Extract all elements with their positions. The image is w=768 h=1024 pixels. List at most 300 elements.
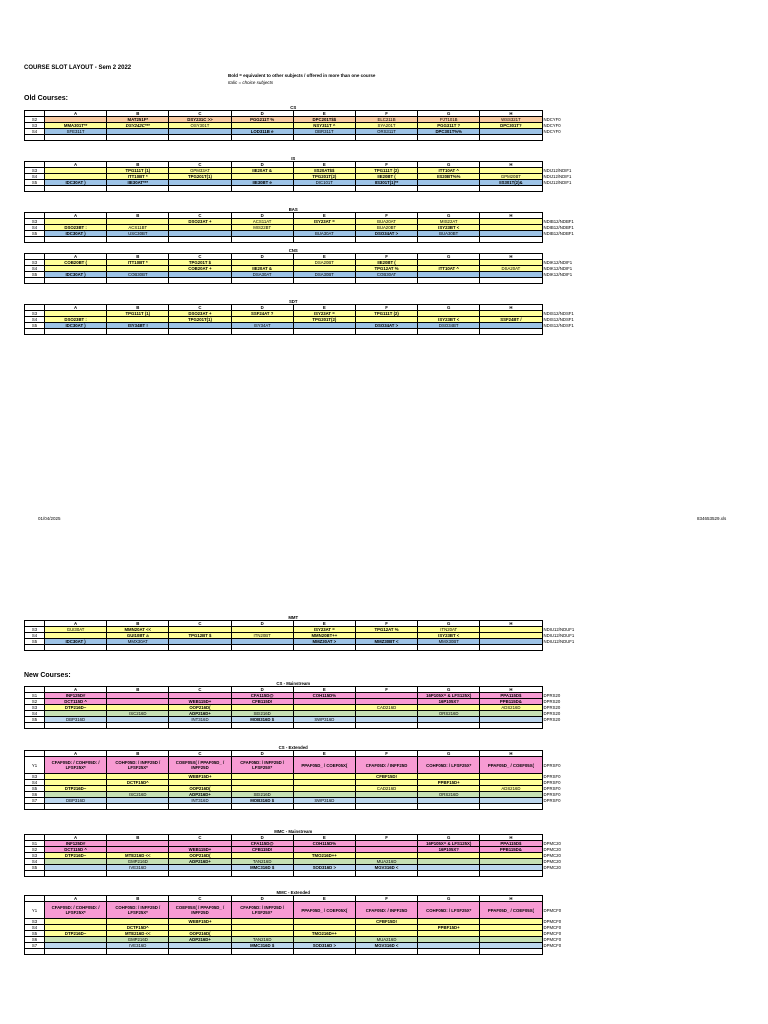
- slot-cell: IVE316D: [107, 865, 169, 871]
- slot-cell: PGG211T %: [231, 117, 293, 123]
- empty-cell: [293, 949, 355, 955]
- empty-cell: [169, 135, 231, 141]
- table-empty-row: [25, 949, 581, 955]
- row-label: S3: [25, 123, 45, 129]
- slot-cell: DSA20BT: [293, 260, 355, 266]
- slot-cell: ADP216D+: [169, 792, 231, 798]
- slot-cell: DTP216D~: [45, 786, 107, 792]
- slot-cell: WEB115D+: [169, 847, 231, 853]
- slot-cell: ISY23BT <: [418, 317, 480, 323]
- empty-cell: [25, 871, 45, 877]
- slot-cell: MGV316D <: [355, 865, 417, 871]
- program-code: NDIB12/NDBF1: [542, 231, 580, 237]
- empty-cell: [107, 949, 169, 955]
- slot-cell: CAD216D: [355, 786, 417, 792]
- column-header-d: D: [231, 896, 293, 902]
- slot-cell: ADP216D+: [169, 937, 231, 943]
- empty-cell: [542, 871, 580, 877]
- row-label: S3: [25, 219, 45, 225]
- table-empty-row: [25, 723, 581, 729]
- empty-cell: [542, 237, 580, 243]
- slot-cell: TPG111T (2): [355, 168, 417, 174]
- slot-cell: INF125D#: [45, 693, 107, 699]
- program-code: DPMCF0: [542, 931, 580, 937]
- slot-cell: INT316D: [169, 798, 231, 804]
- slot-cell: DPC201T$$: [293, 117, 355, 123]
- empty-cell: [169, 645, 231, 651]
- slot-cell: ACS11AT: [231, 219, 293, 225]
- empty-cell: [480, 723, 542, 729]
- slot-cell: IIE20BT (: [355, 174, 417, 180]
- new-courses-heading: New Courses:: [24, 672, 71, 679]
- slot-cell: DIC101T: [293, 180, 355, 186]
- slot-cell: ITT10AT ^: [418, 266, 480, 272]
- slot-cell: MMC316D $: [231, 943, 293, 949]
- column-header-e: E: [293, 305, 355, 311]
- column-header-c: C: [169, 254, 231, 260]
- slot-cell: COH115D%: [293, 841, 355, 847]
- row-label: S2: [25, 117, 45, 123]
- slot-cell: SSF24BT /: [480, 317, 542, 323]
- empty-cell: [293, 804, 355, 810]
- empty-cell: [107, 723, 169, 729]
- empty-cell: [231, 278, 293, 284]
- empty-cell: [169, 329, 231, 335]
- column-header-h: H: [480, 162, 542, 168]
- program-code: DPMCF0: [542, 919, 580, 925]
- footer-filename: 834653529.xls: [697, 516, 727, 521]
- slot-table-cns-old: [24, 248, 581, 284]
- column-header-g: G: [418, 621, 480, 627]
- column-header-e: E: [293, 751, 355, 757]
- empty-cell: [355, 871, 417, 877]
- slot-cell: WEB115D+: [169, 699, 231, 705]
- column-header-a: A: [45, 254, 107, 260]
- column-header-b: B: [107, 162, 169, 168]
- empty-cell: [542, 949, 580, 955]
- slot-cell: ISY34BT !: [107, 323, 169, 329]
- empty-cell: [231, 135, 293, 141]
- row-label: S5: [25, 786, 45, 792]
- empty-cell: [45, 135, 107, 141]
- column-header-g: G: [418, 213, 480, 219]
- row-label: S4: [25, 925, 45, 931]
- empty-cell: [45, 329, 107, 335]
- column-header-f: F: [355, 896, 417, 902]
- table-title: SDT: [45, 299, 543, 305]
- slot-cell: COEF05X( / PPAF05D_ / INFF25D: [169, 757, 231, 774]
- empty-cell: [45, 723, 107, 729]
- slot-cell: TPG111T (1): [107, 168, 169, 174]
- slot-cell: IIS301T(1)**: [355, 180, 417, 186]
- column-header-c: C: [169, 896, 231, 902]
- empty-cell: [45, 949, 107, 955]
- program-code: NDCYF0: [542, 123, 580, 129]
- row-label: S2: [25, 847, 45, 853]
- row-label: S3: [25, 774, 45, 780]
- row-label: S5: [25, 323, 45, 329]
- slot-cell: IIS20BT%%: [418, 174, 480, 180]
- column-header-d: D: [231, 213, 293, 219]
- slot-cell: GPM33AT: [169, 168, 231, 174]
- empty-cell: [418, 237, 480, 243]
- slot-cell: ISY23AT =: [293, 627, 355, 633]
- slot-cell: IDC30AT ): [45, 272, 107, 278]
- table-title: CNS: [45, 248, 543, 254]
- row-label: S3: [25, 919, 45, 925]
- slot-cell: 16P105X^ & LFS125X): [418, 841, 480, 847]
- slot-cell: TMO216D++: [293, 853, 355, 859]
- empty-cell: [355, 237, 417, 243]
- table-empty-row: [25, 186, 581, 192]
- slot-cell: COB20AT +: [169, 266, 231, 272]
- old-courses-heading: Old Courses:: [24, 95, 68, 102]
- row-label: S4: [25, 780, 45, 786]
- slot-cell: CFAF05D: / INFF25D: [355, 757, 417, 774]
- slot-cell: MMX30BT: [418, 639, 480, 645]
- column-header-e: E: [293, 213, 355, 219]
- table-empty-row: [25, 645, 581, 651]
- slot-cell: MMN20BT++: [293, 633, 355, 639]
- slot-cell: ISC216D: [107, 792, 169, 798]
- column-header-g: G: [418, 254, 480, 260]
- slot-cell: MOB316D $: [231, 798, 293, 804]
- empty-cell: [542, 804, 580, 810]
- empty-cell: [480, 135, 542, 141]
- column-header-g: G: [418, 162, 480, 168]
- slot-cell: TAN216D: [231, 937, 293, 943]
- slot-cell: SOD316D >: [293, 943, 355, 949]
- slot-cell: MMX30AT: [107, 639, 169, 645]
- empty-cell: [107, 278, 169, 284]
- column-header-h: H: [480, 213, 542, 219]
- column-header-h: H: [480, 835, 542, 841]
- empty-cell: [231, 723, 293, 729]
- column-header-a: A: [45, 305, 107, 311]
- column-header-b: B: [107, 687, 169, 693]
- empty-cell: [231, 237, 293, 243]
- slot-cell: MUA216D: [355, 937, 417, 943]
- slot-cell: MTE216D <<: [107, 853, 169, 859]
- slot-cell: PPB115D&: [480, 847, 542, 853]
- table-title: IS: [45, 156, 543, 162]
- column-header-b: B: [107, 751, 169, 757]
- program-code: DPMC20: [542, 847, 580, 853]
- program-code: NDCYF0: [542, 117, 580, 123]
- slot-cell: ITT10BT *: [107, 260, 169, 266]
- table-row: [25, 902, 581, 919]
- slot-cell: GUI10BT a: [107, 633, 169, 639]
- column-header-g: G: [418, 111, 480, 117]
- column-header-e: E: [293, 111, 355, 117]
- column-header-c: C: [169, 305, 231, 311]
- empty-cell: [480, 278, 542, 284]
- slot-cell: ITT10BT *: [107, 174, 169, 180]
- column-header-a: A: [45, 213, 107, 219]
- row-label: S3: [25, 627, 45, 633]
- empty-cell: [355, 278, 417, 284]
- empty-cell: [480, 237, 542, 243]
- slot-cell: IDC30AT ): [45, 323, 107, 329]
- row-label: Y1: [25, 902, 45, 919]
- slot-cell: CFBF15D!: [355, 919, 417, 925]
- slot-cell: IIE20AT &: [231, 266, 293, 272]
- empty-cell: [293, 186, 355, 192]
- slot-cell: DSO23BT :: [45, 317, 107, 323]
- empty-cell: [25, 237, 45, 243]
- row-label: S5: [25, 231, 45, 237]
- row-label: S5: [25, 865, 45, 871]
- column-header-b: B: [107, 213, 169, 219]
- slot-cell: CFAF05D: / COHF05D: / LFSF25X*: [45, 757, 107, 774]
- slot-cell: DBP316D: [45, 717, 107, 723]
- slot-cell: TMO216D++: [293, 931, 355, 937]
- row-label: S5: [25, 180, 45, 186]
- slot-cell: ORS216D: [418, 711, 480, 717]
- row-label: S3: [25, 311, 45, 317]
- slot-cell: LOD311B e: [231, 129, 293, 135]
- column-header-h: H: [480, 751, 542, 757]
- column-header-a: A: [45, 835, 107, 841]
- slot-cell: COHF05D: / LFSF25X*: [418, 902, 480, 919]
- slot-cell: OOP216D(: [169, 786, 231, 792]
- row-label: S5: [25, 717, 45, 723]
- row-label: S4: [25, 633, 45, 639]
- column-header-d: D: [231, 835, 293, 841]
- document-title: COURSE SLOT LAYOUT - Sem 2 2022: [24, 65, 132, 71]
- table-empty-row: [25, 135, 581, 141]
- empty-cell: [480, 949, 542, 955]
- program-code: DPRS20: [542, 717, 580, 723]
- column-header-f: F: [355, 254, 417, 260]
- slot-cell: IDC30AT ): [45, 180, 107, 186]
- empty-cell: [542, 135, 580, 141]
- slot-cell: BUA30AT: [293, 231, 355, 237]
- slot-cell: CFA115D@: [231, 693, 293, 699]
- column-header-d: D: [231, 751, 293, 757]
- column-header-c: C: [169, 111, 231, 117]
- slot-cell: DCT115D ^: [45, 847, 107, 853]
- slot-cell: OOP216D(: [169, 931, 231, 937]
- slot-cell: MMZ30AT >: [293, 639, 355, 645]
- empty-cell: [355, 329, 417, 335]
- empty-cell: [542, 329, 580, 335]
- slot-cell: WEBF15D+: [169, 919, 231, 925]
- slot-cell: 16P105X^ & LFS125X): [418, 693, 480, 699]
- slot-cell: MMN20AT <<: [107, 627, 169, 633]
- row-label: S4: [25, 174, 45, 180]
- slot-cell: OOP216D(: [169, 705, 231, 711]
- slot-cell: ADP216D+: [169, 711, 231, 717]
- column-header-e: E: [293, 687, 355, 693]
- slot-cell: TPG111T (2): [355, 311, 417, 317]
- column-header-b: B: [107, 254, 169, 260]
- slot-cell: ISY34AT: [231, 323, 293, 329]
- table-title: MMC - Extended: [45, 890, 543, 896]
- slot-cell: IDC30AT ): [45, 639, 107, 645]
- empty-cell: [45, 237, 107, 243]
- column-header-d: D: [231, 621, 293, 627]
- slot-cell: DSY231C >>: [169, 117, 231, 123]
- slot-cell: IVE316D: [107, 943, 169, 949]
- program-code: NDIJ12/NDIF1: [542, 168, 580, 174]
- slot-cell: ITN20AT: [418, 627, 480, 633]
- slot-cell: ORS311T: [355, 129, 417, 135]
- column-header-f: F: [355, 305, 417, 311]
- program-code: DPRS20: [542, 705, 580, 711]
- empty-cell: [542, 645, 580, 651]
- program-code: DPMC20: [542, 841, 580, 847]
- program-code: NDIK12/NDIF1: [542, 260, 580, 266]
- slot-cell: PPAF05D_ / COEF05X(: [480, 902, 542, 919]
- slot-cell: COB20BT (: [45, 260, 107, 266]
- column-header-e: E: [293, 162, 355, 168]
- column-header-g: G: [418, 835, 480, 841]
- slot-cell: DSA30BT: [293, 272, 355, 278]
- slot-cell: 16P105X?: [418, 847, 480, 853]
- row-label: S5: [25, 639, 45, 645]
- slot-cell: DCTF15D^: [107, 925, 169, 931]
- slot-cell: CAD216D: [355, 705, 417, 711]
- empty-cell: [107, 135, 169, 141]
- empty-cell: [25, 804, 45, 810]
- slot-cell: INT316D: [169, 717, 231, 723]
- table-empty-row: [25, 237, 581, 243]
- column-header-f: F: [355, 111, 417, 117]
- table-empty-row: [25, 804, 581, 810]
- slot-table-mmc-mainstream: [24, 829, 581, 877]
- empty-cell: [169, 723, 231, 729]
- column-header-d: D: [231, 687, 293, 693]
- slot-cell: IIE20AT &: [231, 168, 293, 174]
- slot-cell: USC30BT: [107, 231, 169, 237]
- slot-cell: CFAF05D: / INFF25D: [355, 902, 417, 919]
- empty-cell: [25, 329, 45, 335]
- slot-cell: CFAF05D: / INFF25D / LFSF25X*: [231, 902, 293, 919]
- empty-cell: [25, 949, 45, 955]
- slot-cell: CFAF05D: / INFF25D / LFSF25X*: [231, 757, 293, 774]
- slot-cell: ORS216D: [418, 792, 480, 798]
- row-label: S3: [25, 705, 45, 711]
- column-header-e: E: [293, 835, 355, 841]
- empty-cell: [542, 186, 580, 192]
- empty-cell: [355, 804, 417, 810]
- slot-cell: COB30AT: [355, 272, 417, 278]
- slot-cell: ISY23AT =: [293, 311, 355, 317]
- legend-bold-note: Bold = equivalent to other subjects / offered in more than one course: [228, 73, 376, 78]
- empty-cell: [418, 135, 480, 141]
- empty-cell: [45, 645, 107, 651]
- row-label: S3: [25, 168, 45, 174]
- program-code: NDIU12/NDUF1: [542, 627, 580, 633]
- program-code: DPMC20: [542, 853, 580, 859]
- program-code: NDIJ12/NDIF1: [542, 180, 580, 186]
- column-header-a: A: [45, 687, 107, 693]
- row-label: S6: [25, 937, 45, 943]
- empty-cell: [293, 237, 355, 243]
- column-header-c: C: [169, 751, 231, 757]
- empty-cell: [231, 871, 293, 877]
- slot-cell: TPG201T $: [169, 260, 231, 266]
- row-label: S4: [25, 711, 45, 717]
- column-header-f: F: [355, 213, 417, 219]
- column-header-f: F: [355, 835, 417, 841]
- slot-cell: INF125D#: [45, 841, 107, 847]
- slot-cell: SEI216D: [231, 711, 293, 717]
- slot-cell: DSY242C***: [107, 123, 169, 129]
- column-header-h: H: [480, 254, 542, 260]
- slot-cell: GPM20BT: [480, 174, 542, 180]
- empty-cell: [107, 871, 169, 877]
- program-code: DPRSF0: [542, 792, 580, 798]
- empty-cell: [169, 804, 231, 810]
- slot-cell: ACS11BT: [107, 225, 169, 231]
- program-code: NDIK12/NDIF1: [542, 272, 580, 278]
- slot-cell: ISC216D: [107, 711, 169, 717]
- column-header-e: E: [293, 254, 355, 260]
- slot-cell: COHF05D: / INFF25D / LFSF25X*: [107, 902, 169, 919]
- empty-cell: [169, 237, 231, 243]
- program-code: DPRS20: [542, 699, 580, 705]
- empty-cell: [45, 278, 107, 284]
- slot-cell: IIS20AT$$: [293, 168, 355, 174]
- empty-cell: [231, 645, 293, 651]
- slot-cell: DTP216D~: [45, 705, 107, 711]
- slot-cell: MTE216D <<: [107, 931, 169, 937]
- slot-cell: MMA301T**: [45, 123, 107, 129]
- slot-cell: DSO23AT +: [169, 311, 231, 317]
- slot-table-cs-extended: [24, 745, 581, 810]
- program-code: NDIB12/NDBF1: [542, 225, 580, 231]
- row-label: S4: [25, 225, 45, 231]
- empty-cell: [293, 645, 355, 651]
- program-code: NDIS12/NDSF1: [542, 317, 580, 323]
- slot-cell: NSY311T ^: [293, 123, 355, 129]
- slot-cell: SWP316D: [293, 798, 355, 804]
- table-title: BAS: [45, 207, 543, 213]
- slot-cell: DPC301T?: [480, 123, 542, 129]
- empty-cell: [542, 723, 580, 729]
- program-code: DPRSF0: [542, 774, 580, 780]
- empty-cell: [169, 871, 231, 877]
- empty-cell: [231, 949, 293, 955]
- table-title: CS: [45, 105, 543, 111]
- slot-cell: DSO34BT: [418, 323, 480, 329]
- slot-cell: DSA30AT: [231, 272, 293, 278]
- row-label: S6: [25, 792, 45, 798]
- column-header-c: C: [169, 687, 231, 693]
- slot-cell: ITN20BT: [231, 633, 293, 639]
- empty-cell: [107, 804, 169, 810]
- column-header-a: A: [45, 621, 107, 627]
- column-header-c: C: [169, 621, 231, 627]
- empty-cell: [355, 135, 417, 141]
- table-row: [25, 757, 581, 774]
- empty-cell: [293, 723, 355, 729]
- slot-cell: ADS216D: [480, 705, 542, 711]
- column-header-h: H: [480, 305, 542, 311]
- slot-cell: CFB115D!: [231, 847, 293, 853]
- slot-cell: WEBF15D+: [169, 774, 231, 780]
- empty-cell: [355, 645, 417, 651]
- slot-cell: SSF24AT ?: [231, 311, 293, 317]
- legend-italic-note: Italic = choice subjects: [228, 80, 274, 85]
- column-header-h: H: [480, 687, 542, 693]
- empty-cell: [293, 329, 355, 335]
- slot-cell: DTP216D~: [45, 931, 107, 937]
- empty-cell: [355, 186, 417, 192]
- column-header-c: C: [169, 162, 231, 168]
